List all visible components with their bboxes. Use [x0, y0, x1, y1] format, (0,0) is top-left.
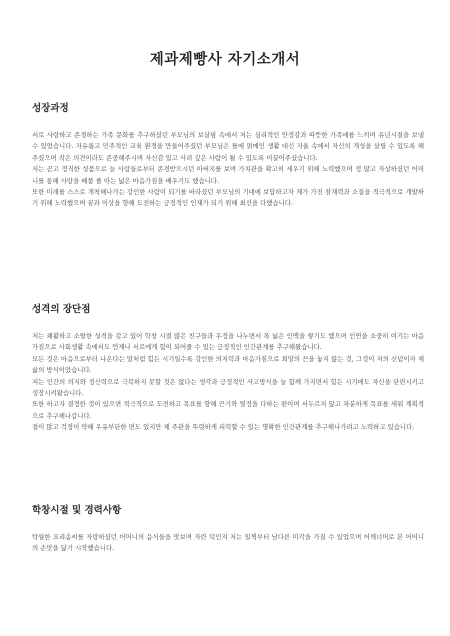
paragraph: 결이 많고 걱정이 약해 우유부단한 면도 있지만 제 주관을 뚜렷하게 피력할 수 있는 명확한 인간관계를 추구해나가려고 노력하고 있습니다. [32, 423, 415, 432]
paragraph: 서로 사랑하고 존경하는 가족 문화를 추구하셨던 부모님의 보살핌 속에서 저는 심리적인 안정감과 따뜻한 가족애를 느끼며 유년시절을 보낼 수 있었습니다. 자유롭고 민주적인 교육 환경을 만들어주셨던 부모님은 틀에 얽매인 생활 대신 자율 속에서 자신의 개성을 살릴 수 있도록 해주셨으며 작은 의견이라도 존중해주시며 자신감 있고 사려 깊은 사람이 될 수 있도록 이끌어주셨습니다. [32, 131, 424, 162]
paragraph: 또한 미래를 스스로 개척해나가는 강인한 사람이 되기를 바라셨던 부모님의 기대에 보답하고자 제가 가진 잠재력과 소질을 적극적으로 개발하기 위해 노력했으며 꿈과 이상을 향해 도전하는 긍정적인 인재가 되기 위해 최선을 다했습니다. [32, 188, 424, 208]
paragraph: 저는 곧고 정직한 성품으로 늘 사람들로부터 존경받으시던 아버지를 보며 가치관을 확고히 세우기 위해 노력했으며 정 많고 자상하셨던 어머니를 통해 사랑을 베풀 줄 아는 넓은 마음가짐을 배우기도 했습니다. [32, 165, 424, 185]
paragraph: 탁월한 요리솜씨를 자랑하셨던 어머니의 음식들을 맛보며 자란 덕인지 저는 일찍부터 남다른 미각을 가질 수 있었으며 어깨너머로 본 어머니의 손맛을 닮기 시작했습니다. [32, 533, 424, 553]
section-personality [32, 301, 424, 434]
paragraph: 모든 것은 마음으로부터 나온다는 말처럼 힘든 시기일수록 강인한 의지력과 마음가짐으로 희망의 끈을 놓지 않는 것, 그것이 저의 신념이자 제 삶의 방식이었습니다. [32, 354, 424, 375]
section-heading: 성장과정 [32, 103, 69, 114]
paragraph: 저는 쾌활하고 소탈한 성격을 갖고 있어 학창 시절 많은 친구들과 우정을 나누면서 폭 넓은 인맥을 쌓기도 했으며 인연을 소중히 여기는 마음가짐으로 사회생활 속에서도 언제나 서로에게 힘이 되어줄 수 있는 긍정적인 인간관계를 추구해왔습니다. [32, 332, 424, 352]
section-heading: 성격의 장단점 [32, 304, 91, 315]
section-school-career [32, 502, 424, 555]
paragraph: 저는 인간의 의지와 정신력으로 극복하지 못할 것은 없다는 생각과 긍정적인 사고방식을 늘 함께 가지면서 힘든 시기에도 자신을 단련시키고 성장시켜왔습니다. [32, 377, 424, 398]
section-growth [32, 100, 424, 210]
document-title: 제과제빵사 자기소개서 [149, 51, 301, 68]
paragraph: 또한 하고자 결정한 것이 있으면 적극적으로 도전하고 목표를 향해 끈기와 열정을 다하는 편이며 서두르지 않고 차분하게 목표를 세워 계획적으로 추구해나갑니다. [32, 400, 424, 420]
section-heading: 학창시절 및 경력사항 [32, 505, 122, 516]
